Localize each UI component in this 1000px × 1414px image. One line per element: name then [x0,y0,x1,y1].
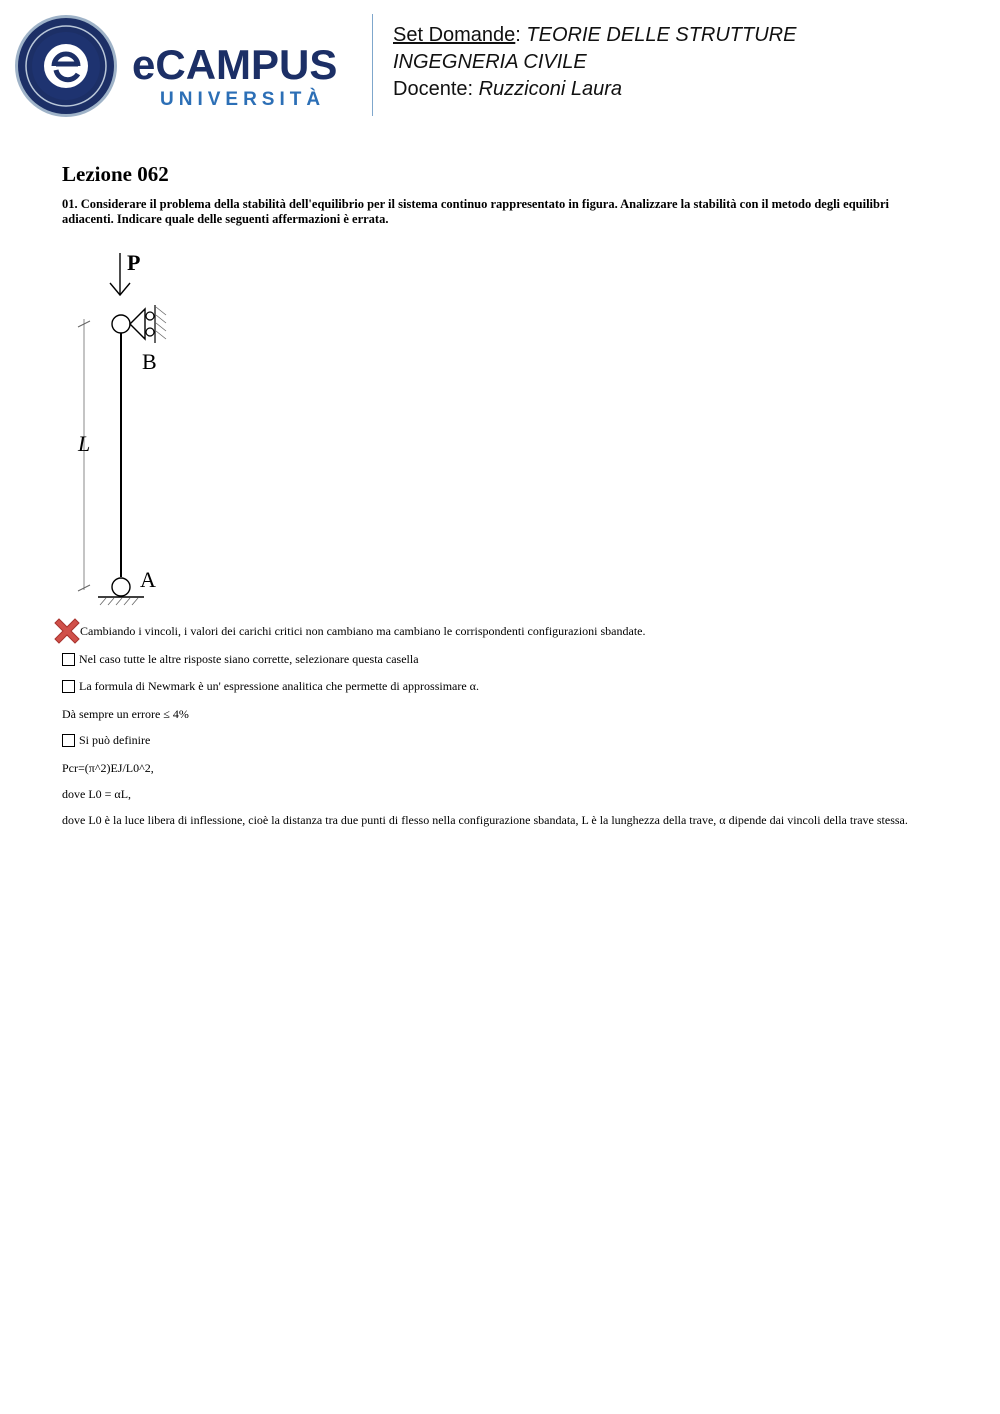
formula-text: Pcr=(π^2)EJ/L0^2, [62,761,154,775]
teacher-name: Ruzziconi Laura [478,78,623,100]
header-teacher-line [393,76,622,102]
explanation-text: dove L0 è la luce libera di inflessione, cioè la distanza tra due punti di flesso nella configurazione sbandata, L è la lunghezza della trave, α dipende dai vincoli della trave stessa. [62,813,908,827]
answer-4-checkbox[interactable] [62,734,75,747]
set-separator: : [515,24,527,46]
teacher-label: Docente: [393,78,479,100]
set-label: Set Domande [393,24,516,46]
length-label: L [78,431,91,456]
answer-1-text: Cambiando i vincoli, i valori dei carichi critici non cambiano ma cambiano le corrispondenti configurazioni sbandate. [80,624,646,638]
ecampus-wordmark [132,40,356,116]
beam-figure [70,245,180,615]
answer-3[interactable] [62,678,479,694]
question-text: 01. Considerare il problema della stabilità dell'equilibrio per il sistema continuo rappresentato in figura. Analizzare la stabilità con il metodo degli equilibri adiacenti. Indicare quale delle seguenti affermazioni è errata. [62,197,889,226]
answer-1[interactable] [80,623,645,639]
answer-2-text: Nel caso tutte le altre risposte siano corrette, selezionare questa casella [79,652,419,666]
answer-2-checkbox[interactable] [62,653,75,666]
answer-3-text: La formula di Newmark è un' espressione analitica che permette di approssimare α. [79,679,479,693]
l0-definition: dove L0 = αL, [62,787,132,801]
logo-university-text: UNIVERSITÀ [160,89,326,110]
lesson-title: Lezione 062 [62,162,169,186]
ecampus-seal-logo [14,14,118,118]
top-support-label: B [142,349,157,374]
top-hinge [112,315,130,333]
newmark-error-note: Dà sempre un errore ≤ 4% [62,707,189,721]
course-name: TEORIE DELLE STRUTTURE [526,24,797,46]
header-divider [372,14,373,116]
degree-name: INGEGNERIA CIVILE [393,51,587,73]
load-label: P [127,250,141,275]
top-support-triangle [130,309,145,339]
wrong-answer-icon [52,616,82,646]
header-set-line [393,22,796,48]
answer-4-text: Si può definire [79,733,151,747]
bottom-support-label: A [140,567,156,592]
logo-brand-text: eCAMPUS [132,41,338,88]
answer-2[interactable] [62,651,419,667]
answer-4[interactable] [62,732,150,748]
answer-3-checkbox[interactable] [62,680,75,693]
bottom-hinge [112,578,130,596]
